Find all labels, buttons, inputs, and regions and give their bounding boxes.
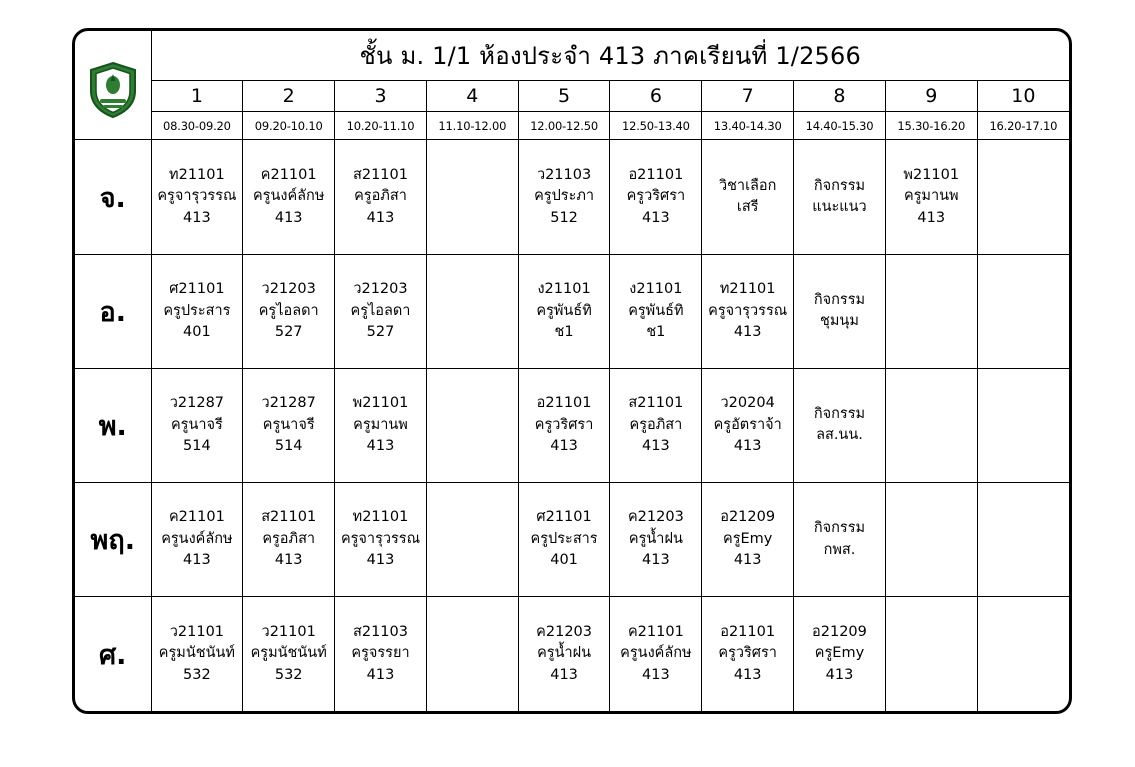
slot-room: 413 [642,552,670,569]
period-header-2: 2 [243,81,335,112]
class-slot [426,254,518,368]
slot-room: 413 [642,438,670,455]
class-slot [977,597,1069,711]
class-slot [794,254,886,368]
slot-code: อ21101 [720,623,776,640]
slot-room: 527 [366,323,395,340]
slot-teacher: ครูอภิสา [262,530,316,547]
class-slot [702,597,794,711]
slot-teacher: ครูประภา [534,188,595,205]
class-slot [243,140,335,254]
slot-room: 413 [733,323,762,340]
slot-code: ง21101 [537,281,591,298]
slot-room: 413 [183,552,211,569]
slot-room: 532 [183,666,211,683]
time-header-4: 11.10-12.00 [426,112,518,140]
slot-teacher: ครูจารุวรรณ [157,188,237,205]
day-label: จ. [75,140,151,254]
slot-room: 413 [366,552,395,569]
day-label: ศ. [75,597,151,711]
period-row [75,81,1069,112]
slot-teacher: ครูพันธ์ทิ [628,302,684,319]
class-slot [243,254,335,368]
slot-room: 413 [642,666,670,683]
slot-code: ว21101 [261,623,316,640]
slot-teacher: ครูมานพ [353,416,408,433]
class-slot [702,483,794,597]
slot-room: 401 [183,323,211,340]
class-slot [335,254,427,368]
class-slot [151,483,243,597]
slot-room: 413 [366,438,395,455]
slot-teacher: ครูจารุวรรณ [340,530,421,547]
slot-code: ว21203 [261,281,316,298]
class-slot [243,483,335,597]
class-slot [243,597,335,711]
slot-room: 514 [274,438,303,455]
slot-room: 532 [274,666,303,683]
class-slot [794,483,886,597]
slot-teacher: ครูประสาร [530,530,598,547]
slot-code: ท21101 [352,509,409,526]
class-slot [702,140,794,254]
slot-teacher: ครูประสาร [163,302,231,319]
time-header-2: 09.20-10.10 [243,112,335,140]
class-slot [610,597,702,711]
table-row [75,368,1069,482]
slot-code: กิจกรรม [813,291,866,308]
slot-teacher: ครูนาจรี [262,416,315,433]
day-label: พ. [75,368,151,482]
slot-room: 413 [733,552,762,569]
period-header-4: 4 [426,81,518,112]
school-crest-icon [75,51,151,119]
class-slot [610,140,702,254]
class-slot [885,597,977,711]
slot-teacher: แนะแนว [812,199,867,216]
table-row [75,597,1069,711]
slot-code: ว21103 [536,166,592,183]
slot-teacher: กพส. [823,541,856,558]
timetable-sheet [72,28,1072,714]
period-header-7: 7 [702,81,794,112]
class-slot [518,597,610,711]
slot-room: 413 [274,552,303,569]
slot-teacher: ครูจรรยา [351,645,410,662]
slot-code: ค21101 [260,166,317,183]
class-slot [426,140,518,254]
time-row [75,112,1069,140]
slot-teacher: ครูพันธ์ทิ [536,302,592,319]
time-header-8: 14.40-15.30 [794,112,886,140]
time-header-6: 12.50-13.40 [610,112,702,140]
class-slot [243,368,335,482]
class-slot [885,140,977,254]
period-header-9: 9 [885,81,977,112]
class-slot [794,597,886,711]
slot-room: ช1 [646,323,666,340]
slot-code: ท21101 [719,281,776,298]
slot-teacher: ครูอภิสา [354,188,407,205]
class-slot [518,254,610,368]
slot-room: 413 [733,666,762,683]
class-slot [977,368,1069,482]
table-row [75,254,1069,368]
class-slot [518,140,610,254]
slot-code: อ21209 [812,623,867,640]
slot-code: ศ21101 [169,281,225,298]
slot-room: 413 [825,666,854,683]
time-header-3: 10.20-11.10 [335,112,427,140]
slot-teacher: ครูจารุวรรณ [708,302,788,319]
slot-teacher: ครูEmy [814,645,865,662]
time-header-5: 12.00-12.50 [518,112,610,140]
slot-room: 413 [366,209,395,226]
slot-teacher: ครูวริศรา [718,645,777,662]
slot-room: 514 [183,438,211,455]
slot-teacher: ครูEmy [723,530,773,547]
slot-teacher: ครูมนัชนันท์ [250,645,327,662]
period-header-3: 3 [335,81,427,112]
slot-room: 413 [366,666,395,683]
slot-code: ส21101 [628,395,684,412]
class-slot [151,140,243,254]
class-slot [885,368,977,482]
slot-code: กิจกรรม [813,406,866,422]
class-slot [885,254,977,368]
slot-code: ค21203 [536,623,592,640]
slot-code: ง21101 [629,281,683,298]
slot-code: ว21203 [353,281,408,298]
title-row [75,31,1069,81]
slot-room: 413 [550,438,578,455]
slot-code: อ21209 [720,509,776,526]
slot-teacher: ครูนงค์ลักษ [161,530,233,547]
class-slot [335,483,427,597]
slot-room: 512 [550,209,578,226]
slot-code: อ21101 [536,395,592,412]
slot-teacher: ครูวริศรา [534,416,594,433]
class-slot [794,140,886,254]
slot-room: 413 [733,438,762,455]
period-header-8: 8 [794,81,886,112]
slot-room: 413 [550,666,578,683]
class-slot [610,254,702,368]
slot-code: พ21101 [903,166,960,183]
period-header-10: 10 [977,81,1069,112]
slot-teacher: ชุมนุม [820,313,859,330]
slot-code: ค21101 [627,623,684,640]
time-header-9: 15.30-16.20 [885,112,977,140]
slot-room: 413 [642,209,670,226]
slot-teacher: ครูอภิสา [629,416,683,433]
slot-code: อ21101 [628,166,684,183]
time-header-7: 13.40-14.30 [702,112,794,140]
slot-teacher: ครูมนัชนันท์ [158,645,235,662]
table-row [75,483,1069,597]
slot-code: พ21101 [352,395,409,412]
slot-teacher: ครูน้ำฝน [628,530,683,547]
day-label: อ. [75,254,151,368]
slot-room: 527 [274,323,303,340]
slot-code: ท21101 [169,166,225,183]
class-slot [335,597,427,711]
class-slot [702,368,794,482]
slot-teacher: ลส.นน. [816,427,863,444]
day-label: พฤ. [75,483,151,597]
time-header-1: 08.30-09.20 [151,112,243,140]
slot-teacher: ครูนงค์ลักษ [252,188,325,205]
class-slot [610,483,702,597]
slot-code: ค21101 [168,509,225,526]
slot-teacher: เสรี [736,199,759,216]
class-slot [335,140,427,254]
slot-code: ว20204 [720,395,775,412]
slot-code: ว21101 [169,623,225,640]
slot-room: ช1 [554,323,574,340]
class-slot [151,254,243,368]
slot-code: ว21287 [169,395,225,412]
slot-room: 413 [917,209,946,226]
slot-code: ว21287 [261,395,316,412]
school-logo-cell [75,31,151,140]
slot-teacher: ครูวริศรา [626,188,686,205]
class-slot [977,483,1069,597]
class-slot [426,483,518,597]
class-slot [151,368,243,482]
slot-code: ค21203 [627,509,684,526]
slot-teacher: ครูอัตราจ้า [713,416,782,433]
slot-code: กิจกรรม [813,520,866,537]
page-title: ชั้น ม. 1/1 ห้องประจำ 413 ภาคเรียนที่ 1/2566 [151,31,1069,81]
slot-teacher: ครูน้ำฝน [537,645,592,662]
time-header-10: 16.20-17.10 [977,112,1069,140]
class-slot [426,597,518,711]
slot-code: ส21103 [353,623,408,640]
class-slot [794,368,886,482]
period-header-5: 5 [518,81,610,112]
slot-room: 413 [274,209,303,226]
slot-code: ส21101 [353,166,408,183]
slot-teacher: ครูมานพ [903,188,959,205]
class-slot [426,368,518,482]
class-slot [885,483,977,597]
slot-teacher: ครูนาจรี [170,416,223,433]
slot-teacher: ครูไอลดา [258,302,319,319]
class-slot [702,254,794,368]
slot-code: กิจกรรม [813,177,866,194]
class-slot [977,254,1069,368]
slot-room: 401 [550,552,578,569]
class-slot [151,597,243,711]
slot-code: วิชาเลือก [718,177,777,194]
slot-room: 413 [183,209,211,226]
class-slot [335,368,427,482]
slot-teacher: ครูนงค์ลักษ [620,645,692,662]
class-slot [610,368,702,482]
class-slot [518,368,610,482]
slot-teacher: ครูไอลดา [350,302,411,319]
period-header-1: 1 [151,81,243,112]
class-slot [518,483,610,597]
table-row [75,140,1069,254]
class-slot [977,140,1069,254]
slot-code: ศ21101 [536,509,592,526]
slot-code: ส21101 [261,509,317,526]
period-header-6: 6 [610,81,702,112]
timetable [75,31,1069,711]
